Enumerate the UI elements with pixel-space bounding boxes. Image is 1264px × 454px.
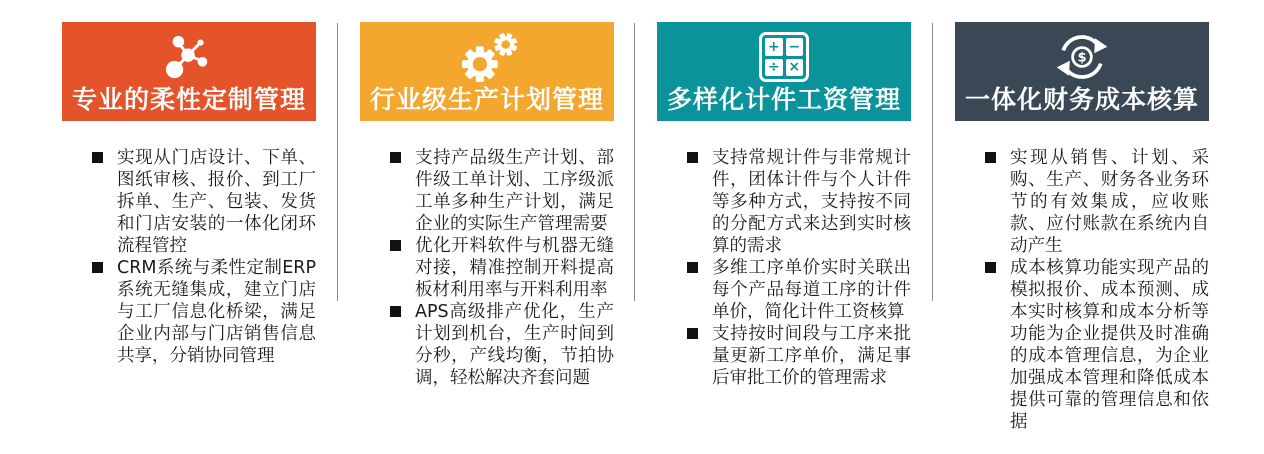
plus-key: + — [765, 38, 783, 56]
feature-bullet: APS高级排产优化，生产计划到机台，生产时间到分秒，产线均衡，节拍协调，轻松解决齐套问题 — [360, 301, 614, 389]
feature-bullet: 成本核算功能实现产品的模拟报价、成本预测、成本实时核算和成本分析等功能为企业提供及时准确的成本管理信息，为企业加强成本管理和降低成本提供可靠的管理信息和依据 — [955, 257, 1209, 433]
card-integrated-financial-costing — [955, 22, 1209, 433]
card-title: 多样化计件工资管理 — [666, 85, 901, 114]
feature-bullet: 支持常规计件与非常规计件，团体计件与个人计件等多种方式，支持按不同的分配方式来达到实时核算的需求 — [657, 147, 911, 257]
gears-icon — [454, 22, 520, 87]
feature-bullet: CRM系统与柔性定制ERP系统无缝集成，建立门店与工厂信息化桥梁，满足企业内部与门店销售信息共享，分销协同管理 — [62, 257, 316, 367]
feature-bullet-list — [360, 147, 614, 389]
feature-bullet-list — [657, 147, 911, 389]
card-title: 专业的柔性定制管理 — [71, 85, 306, 114]
feature-bullet: 优化开料软件与机器无缝对接，精准控制开料提高板材利用率与开料利用率 — [360, 235, 614, 301]
multiply-key: × — [786, 59, 804, 77]
feature-bullet-list — [955, 147, 1209, 433]
column-divider — [634, 23, 635, 301]
card-header — [62, 22, 316, 121]
card-diversified-piecework-wage — [657, 22, 911, 389]
dollar-glyph: $ — [1077, 50, 1087, 66]
card-header — [955, 22, 1209, 121]
card-header — [657, 22, 911, 121]
card-title: 一体化财务成本核算 — [964, 85, 1199, 114]
card-header — [360, 22, 614, 121]
feature-bullet-list — [62, 147, 316, 367]
card-title: 行业级生产计划管理 — [369, 85, 604, 114]
card-industry-production-planning — [360, 22, 614, 389]
card-flexible-custom-management — [62, 22, 316, 367]
feature-bullet: 多维工序单价实时关联出每个产品每道工序的计件单价，简化计件工资核算 — [657, 257, 911, 323]
minus-key: − — [786, 38, 804, 56]
column-divider — [337, 23, 338, 301]
feature-bullet: 支持产品级生产计划、部件级工单计划、工序级派工单多种生产计划，满足企业的实际生产管理需要 — [360, 147, 614, 235]
feature-bullet: 支持按时间段与工序来批量更新工序单价，满足事后审批工价的管理需求 — [657, 323, 911, 389]
feature-bullet: 实现从销售、计划、采购、生产、财务各业务环节的有效集成，应收账款、应付账款在系统内自动产生 — [955, 147, 1209, 257]
column-divider — [932, 23, 933, 301]
molecule-icon — [164, 22, 214, 87]
calculator-icon — [759, 22, 809, 87]
divide-key: ÷ — [765, 59, 783, 77]
feature-bullet: 实现从门店设计、下单、图纸审核、报价、到工厂拆单、生产、包装、发货和门店安装的一体化闭环流程管控 — [62, 147, 316, 257]
currency-sync-icon — [1052, 22, 1112, 87]
